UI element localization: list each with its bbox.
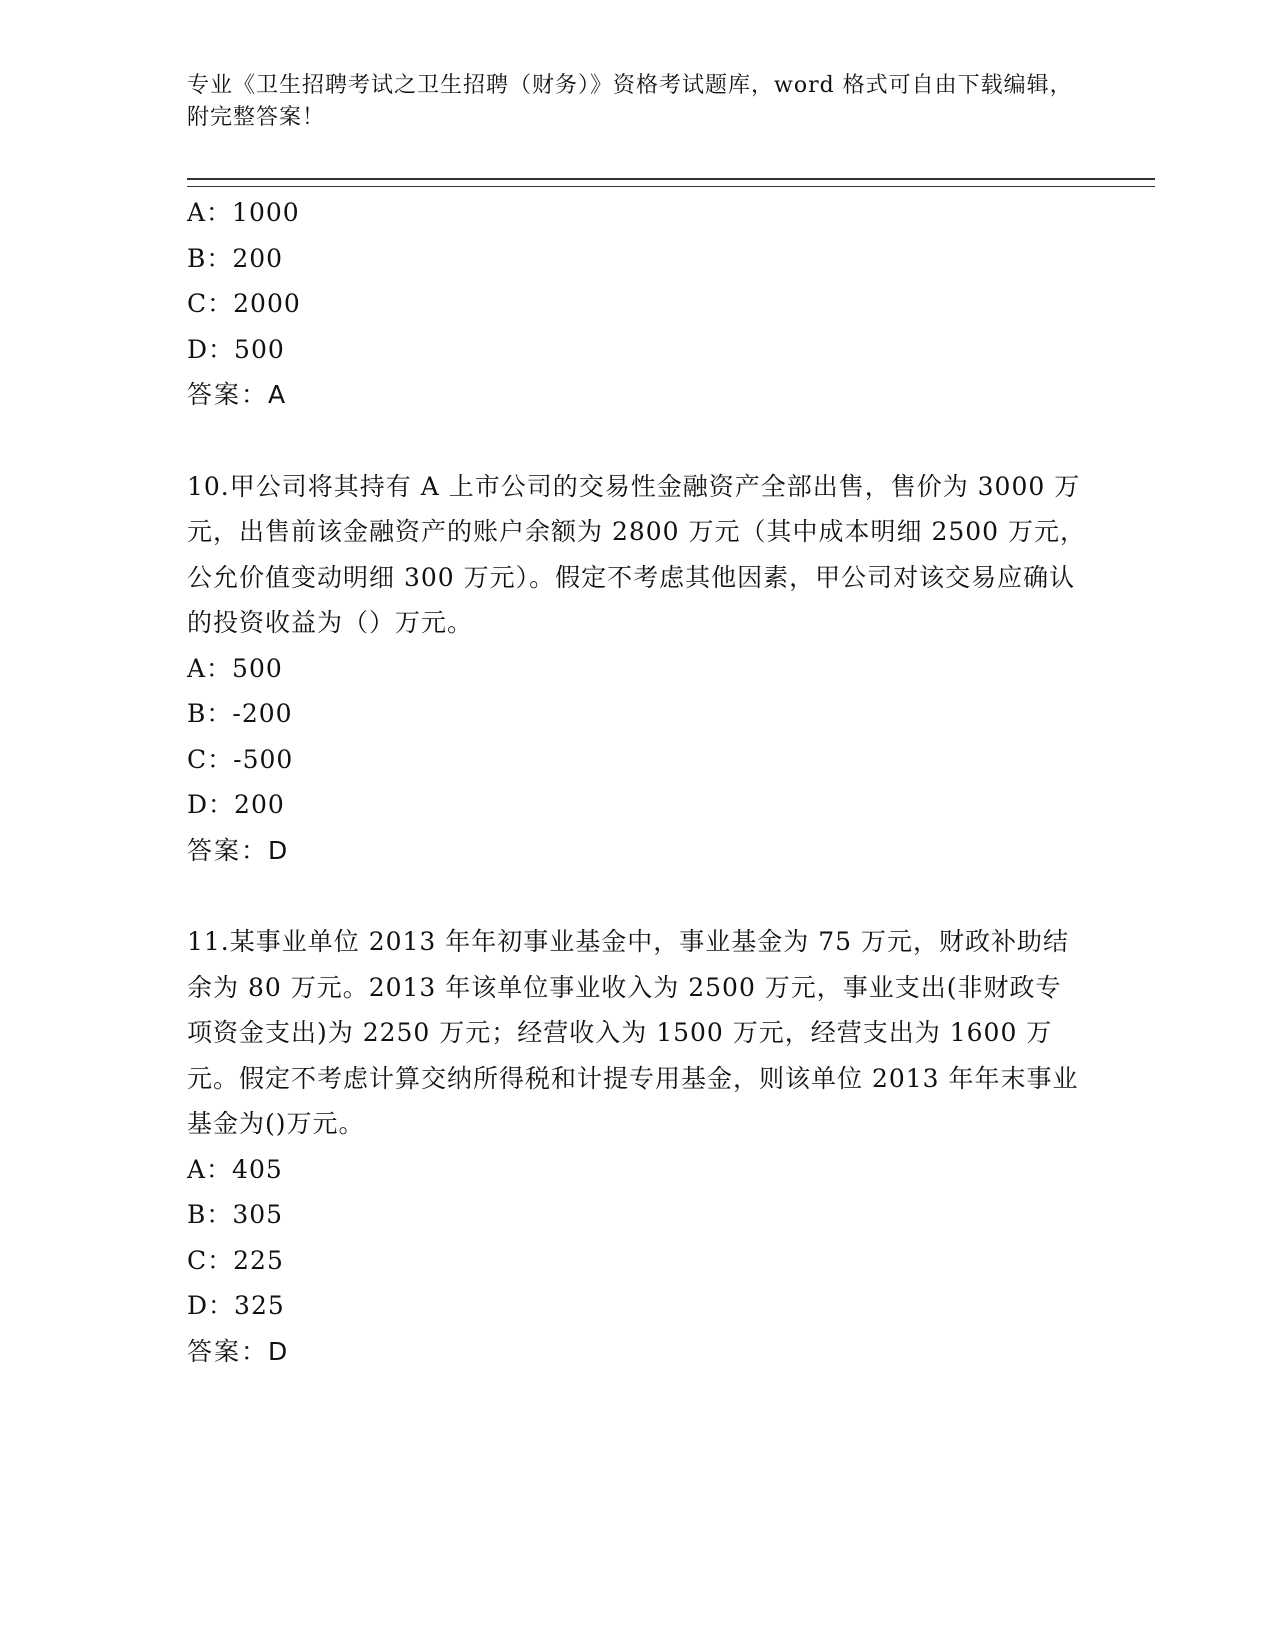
option-d: D：200 <box>187 790 285 819</box>
page-header <box>187 70 1087 134</box>
option-d: D：500 <box>187 334 285 364</box>
header-divider <box>187 178 1155 187</box>
option-c: C：-500 <box>187 744 294 774</box>
question-item <box>187 464 1087 874</box>
option-b: B：-200 <box>187 699 293 728</box>
question-item <box>187 919 1087 1374</box>
option-a: A：405 <box>187 1154 283 1184</box>
question-text: 10.甲公司将其持有 A 上市公司的交易性金融资产全部出售，售价为 3000 万元，出售前该金融资产的账户余额为 2800 万元（其中成本明细 2500 万元，公允价值变动明细 300 万元）。假定不考虑其他因素，甲公司对该交易应确认的投资收益为（）万元。 <box>187 471 1087 637</box>
question-item <box>187 190 1087 418</box>
header-title: 专业《卫生招聘考试之卫生招聘（财务）》资格考试题库，word 格式可自由下载编辑，附完整答案！ <box>187 73 1073 130</box>
option-c: C：2000 <box>187 289 301 318</box>
option-c: C：225 <box>187 1245 284 1275</box>
option-b: B：200 <box>187 243 284 273</box>
answer-line: 答案：D <box>187 1336 290 1366</box>
question-text: 11.某事业单位 2013 年年初事业基金中，事业基金为 75 万元，财政补助结余为 80 万元。2013 年该单位事业收入为 2500 万元，事业支出(非财政专项资金支出)为 2250 万元；经营收入为 1500 万元，经营支出为 1600 万元。假定不考虑计算交纳所得税和计提专用基金，则该单位 2013 年年末事业基金为()万元。 <box>187 927 1079 1138</box>
question-list <box>187 190 1087 1420</box>
option-d: D：325 <box>187 1291 285 1320</box>
option-a: A：1000 <box>187 198 300 227</box>
answer-line: 答案：A <box>187 380 288 409</box>
answer-line: 答案：D <box>187 835 290 865</box>
option-b: B：305 <box>187 1200 284 1229</box>
option-a: A：500 <box>187 653 283 683</box>
